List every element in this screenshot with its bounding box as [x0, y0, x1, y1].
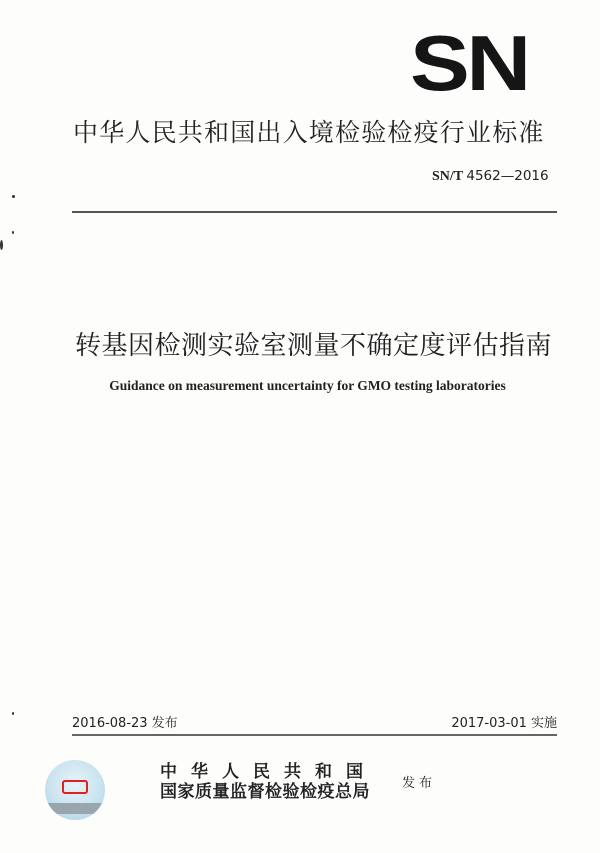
anti-counterfeit-seal-icon	[45, 760, 105, 820]
scan-speck	[12, 231, 14, 234]
footer-divider	[72, 734, 557, 736]
seal-mark	[62, 780, 88, 794]
standard-code-number: 4562—2016	[466, 168, 549, 184]
issuer-block	[160, 762, 377, 802]
sn-logo: SN	[410, 19, 528, 107]
scan-speck	[12, 712, 14, 715]
header-divider	[72, 211, 557, 213]
issuer-line-1: 中华人民共和国	[160, 762, 377, 782]
standard-code	[432, 168, 549, 185]
document-title-chinese: 转基因检测实验室测量不确定度评估指南	[75, 331, 553, 361]
issuer-line-2: 国家质量监督检验检疫总局	[160, 782, 370, 802]
implement-date: 2017-03-01 实施	[451, 716, 557, 731]
standard-code-prefix: SN/T	[432, 169, 463, 184]
publish-date: 2016-08-23 发布	[72, 716, 178, 731]
document-title-english: Guidance on measurement uncertainty for GMO testing laboratories	[109, 378, 506, 393]
issued-label: 发布	[402, 776, 437, 791]
organization-title: 中华人民共和国出入境检验检疫行业标准	[73, 118, 545, 147]
seal-band	[45, 803, 105, 814]
scan-speck	[12, 195, 15, 198]
scan-speck	[0, 240, 3, 250]
